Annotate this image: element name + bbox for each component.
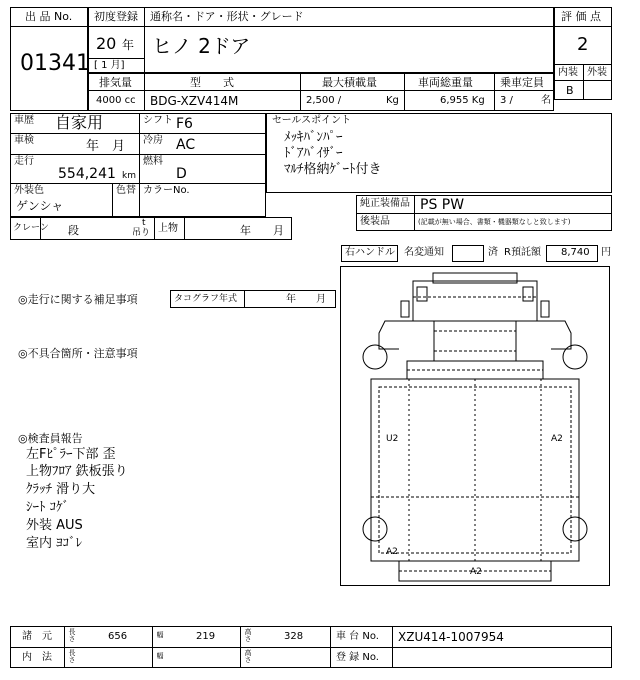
width: 219 (196, 631, 216, 642)
recycle-label: R預託額 (504, 247, 541, 258)
crane-stage: 段 (68, 224, 79, 237)
color-number-label: カラーNo. (143, 185, 190, 196)
height: 328 (284, 631, 304, 642)
fuel-label: 燃料 (143, 156, 163, 167)
inner-length-label: 長さ (68, 649, 76, 664)
inspector-item: 上物ﾌﾛｱ 鉄板張り (26, 464, 128, 479)
crane-hang: 吊り (132, 228, 151, 238)
gross-weight-label: 車両総重量 (418, 76, 473, 89)
mileage-label: 走行 (14, 156, 34, 167)
chassis-number: XZU414-1007954 (398, 630, 504, 644)
crane-label: クレーン (13, 223, 49, 233)
interior-score-label: 内装 (558, 67, 578, 78)
sales-point-item: ﾒｯｷﾊﾞﾝﾊﾟｰ (284, 130, 343, 145)
inspection-label: 車検 (14, 135, 34, 146)
color-change-label: 色替 (116, 185, 136, 196)
displacement-label: 排気量 (99, 76, 132, 89)
inner-dims-label: 内 法 (22, 652, 52, 663)
first-reg-year: 20 (96, 34, 117, 53)
damage-mark: U2 (386, 434, 399, 444)
crane-ton: t (142, 218, 146, 228)
persons-unit: 名 (541, 95, 551, 106)
inspector-item: 室内 ﾖｺﾞﾚ (26, 536, 83, 551)
width-label: 幅 (156, 631, 164, 639)
aftermarket-label: 後装品 (360, 216, 390, 227)
sales-point-item: ﾄﾞｱﾊﾞｲｻﾞｰ (284, 146, 343, 161)
truck-diagram (341, 267, 609, 585)
history: 自家用 (55, 113, 104, 132)
tacho-date: 年 月 (286, 294, 326, 305)
length: 656 (108, 631, 128, 642)
ac-label: 冷房 (143, 135, 163, 146)
car-name: ヒノ 2ドア (152, 34, 251, 58)
capacity: 3 / (500, 95, 513, 106)
lot-label: 出 品 No. (25, 10, 73, 23)
model-label: 型 式 (190, 76, 234, 89)
genuine-equipment-label: 純正装備品 (360, 198, 410, 209)
mileage-unit: km (122, 171, 136, 181)
name-change-box (452, 245, 484, 262)
inspection: 年 月 (86, 139, 126, 154)
shift: F6 (176, 116, 193, 132)
capacity-label: 乗車定員 (500, 76, 544, 89)
sales-point-item: ﾏﾙﾁ格納ｹﾞｰﾄ付き (284, 162, 382, 177)
first-reg-label: 初度登録 (94, 10, 138, 23)
shift-label: シフト (143, 115, 173, 126)
displacement: 4000 cc (96, 95, 136, 106)
history-label: 車歴 (14, 115, 34, 126)
damage-mark: A2 (551, 434, 563, 444)
upper-label: 上物 (158, 223, 178, 234)
inner-height-label: 高さ (244, 649, 252, 664)
inner-width-label: 幅 (156, 652, 164, 660)
inspector-item: ｼｰﾄ ｺｹﾞ (26, 500, 70, 515)
chassis-label: 車 台 No. (336, 631, 379, 642)
interior-score: B (566, 84, 574, 97)
registration-label: 登 録 No. (336, 652, 379, 663)
height-label: 高さ (244, 628, 252, 643)
kg-unit: Kg (386, 95, 399, 106)
score-value: 2 (577, 34, 589, 55)
score-label: 評 価 点 (561, 10, 601, 23)
right-hand-label: 右ハンドル (345, 247, 395, 258)
inspector-item: ｸﾗｯﾁ 滑り大 (26, 482, 96, 497)
exterior-color: ゲンシャ (16, 199, 64, 213)
sales-points-label: セールスポイント (272, 115, 352, 126)
car-name-label: 通称名・ドア・形状・グレード (150, 10, 304, 23)
genuine-equipment: PS PW (420, 197, 465, 213)
dims-label: 諸 元 (22, 631, 52, 642)
model: BDG-XZV414M (150, 94, 239, 108)
first-reg-month: [ 1 月] (94, 60, 125, 71)
ac: AC (176, 137, 196, 153)
inspector-item: 左Fﾋﾟﾗｰ下部 歪 (26, 447, 116, 462)
inspector-label: ◎検査員報告 (18, 432, 83, 445)
damage-mark: A2 (386, 547, 398, 557)
length-label: 長さ (68, 628, 76, 643)
driving-notes-label: ◎走行に関する補足事項 (18, 293, 138, 306)
upper-date: 年 月 (240, 224, 284, 237)
mileage: 554,241 (58, 166, 116, 182)
tacho-label: タコグラフ年式 (174, 294, 238, 304)
damage-mark: A2 (470, 567, 482, 577)
fuel: D (176, 166, 187, 182)
defects-label: ◎不具合箇所・注意事項 (18, 347, 138, 360)
recycle-prefix: 済 (488, 247, 498, 258)
max-load: 2,500 / (306, 95, 342, 106)
yen-unit: 円 (601, 247, 611, 258)
aftermarket-note: (記載が無い場合、書類・機器類なしと致します) (418, 218, 571, 226)
exterior-color-label: 外装色 (14, 185, 44, 196)
name-change-label: 名変通知 (404, 247, 444, 258)
gross-weight: 6,955 Kg (440, 95, 485, 106)
exterior-score-label: 外装 (587, 67, 607, 78)
inspector-item: 外装 AUS (26, 518, 83, 533)
year-unit: 年 (122, 38, 135, 52)
recycle-amount: 8,740 (561, 247, 590, 258)
max-load-label: 最大積載量 (322, 76, 377, 89)
lot-number: 01341 (20, 51, 90, 76)
